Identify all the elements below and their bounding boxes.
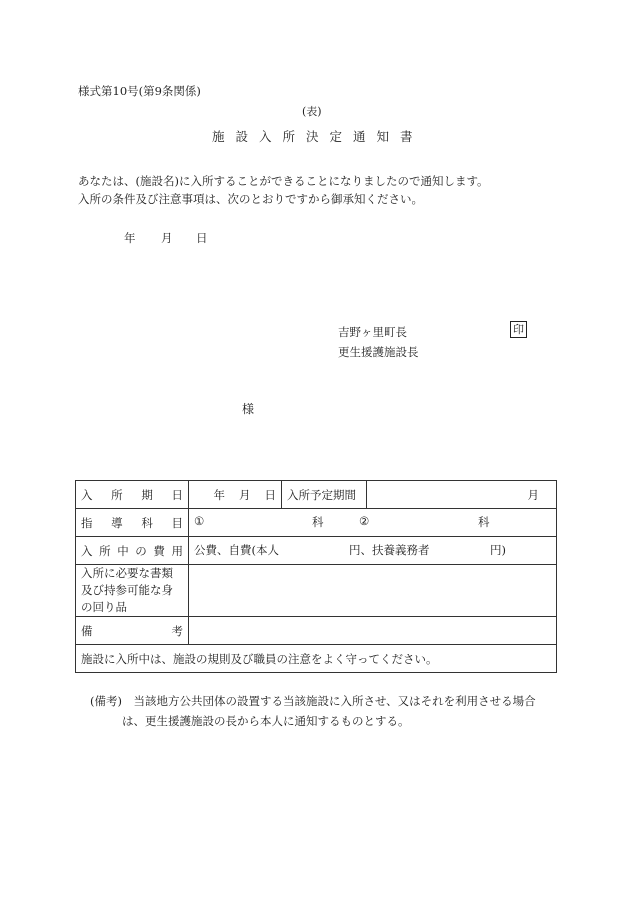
date-day-label: 日 [196,231,208,245]
label-char: 日 [171,487,183,502]
admission-day-label: 日 [264,487,276,502]
expense-close: 円) [490,543,506,557]
period-month-unit: 月 [527,487,539,502]
label-guidance-subjects [76,509,189,537]
required-items-field[interactable] [189,565,557,617]
table-row-required-items [76,565,557,617]
label-char: 期 [141,487,153,502]
admission-date-field[interactable] [189,481,282,509]
date-month-label: 月 [161,231,173,245]
subject-mark-2: ② [359,514,370,528]
label-planned-period: 入所予定期間 [282,481,367,509]
label-char: 科 [141,515,153,530]
admission-month-label: 月 [239,487,251,502]
remarks-field[interactable] [189,617,557,645]
document-title: 施設入所決定通知書 [212,129,424,144]
table-row-admission-date [76,481,557,509]
issuer-mayor: 吉野ヶ里町長 [338,325,407,339]
footnote-line-1: (備考) 当該地方公共団体の設置する当該施設に入所させ、又はそれを利用させる場合 [90,694,536,708]
subject-unit-2: 科 [478,515,490,529]
table-row-expenses [76,537,557,565]
label-remarks [76,617,189,645]
label-char: の [135,543,147,558]
label-char: 所 [111,487,123,502]
expense-public-self: 公費、自費(本人 [194,543,279,557]
label-char: 用 [171,543,183,558]
side-label: (表) [302,105,322,118]
label-char: 目 [171,515,183,530]
planned-period-field[interactable] [367,481,557,509]
label-char: 導 [111,515,123,530]
footnote-line-2: は、更生援護施設の長から本人に通知するものとする。 [122,714,410,728]
label-char: 費 [153,543,165,558]
issuer-facility-head: 更生援護施設長 [338,345,419,359]
label-char: 入 [81,487,93,502]
body-text-line-1: あなたは、(施設名)に入所することができることになりましたので通知します。 [78,174,489,188]
guidance-subjects-field[interactable] [189,509,557,537]
label-expenses [76,537,189,565]
label-required-items: 入所に必要な書類及び持参可能な身の回り品 [76,565,189,617]
body-text-line-2: 入所の条件及び注意事項は、次のとおりですから御承知ください。 [78,192,423,206]
facility-rules-notice: 施設に入所中は、施設の規則及び職員の注意をよく守ってください。 [76,645,557,673]
label-char: 所 [99,543,111,558]
label-char: 指 [81,515,93,530]
form-number: 様式第10号(第9条関係) [78,84,201,98]
label-char: 備 [81,623,93,638]
admission-details-table [75,480,557,673]
admission-year-label: 年 [213,487,225,502]
seal-mark: 印 [510,321,527,338]
expenses-field[interactable] [189,537,557,565]
recipient-honorific: 様 [242,402,255,416]
table-row-remarks [76,617,557,645]
subject-unit-1: 科 [312,515,324,529]
label-char: 入 [81,543,93,558]
label-char: 考 [171,623,183,638]
table-row-guidance-subjects [76,509,557,537]
label-char: 中 [117,543,129,558]
expense-guardian: 円、扶養義務者 [349,543,430,557]
date-year-label: 年 [124,231,136,245]
subject-mark-1: ① [194,514,205,528]
table-row-notice [76,645,557,673]
label-admission-date [76,481,189,509]
